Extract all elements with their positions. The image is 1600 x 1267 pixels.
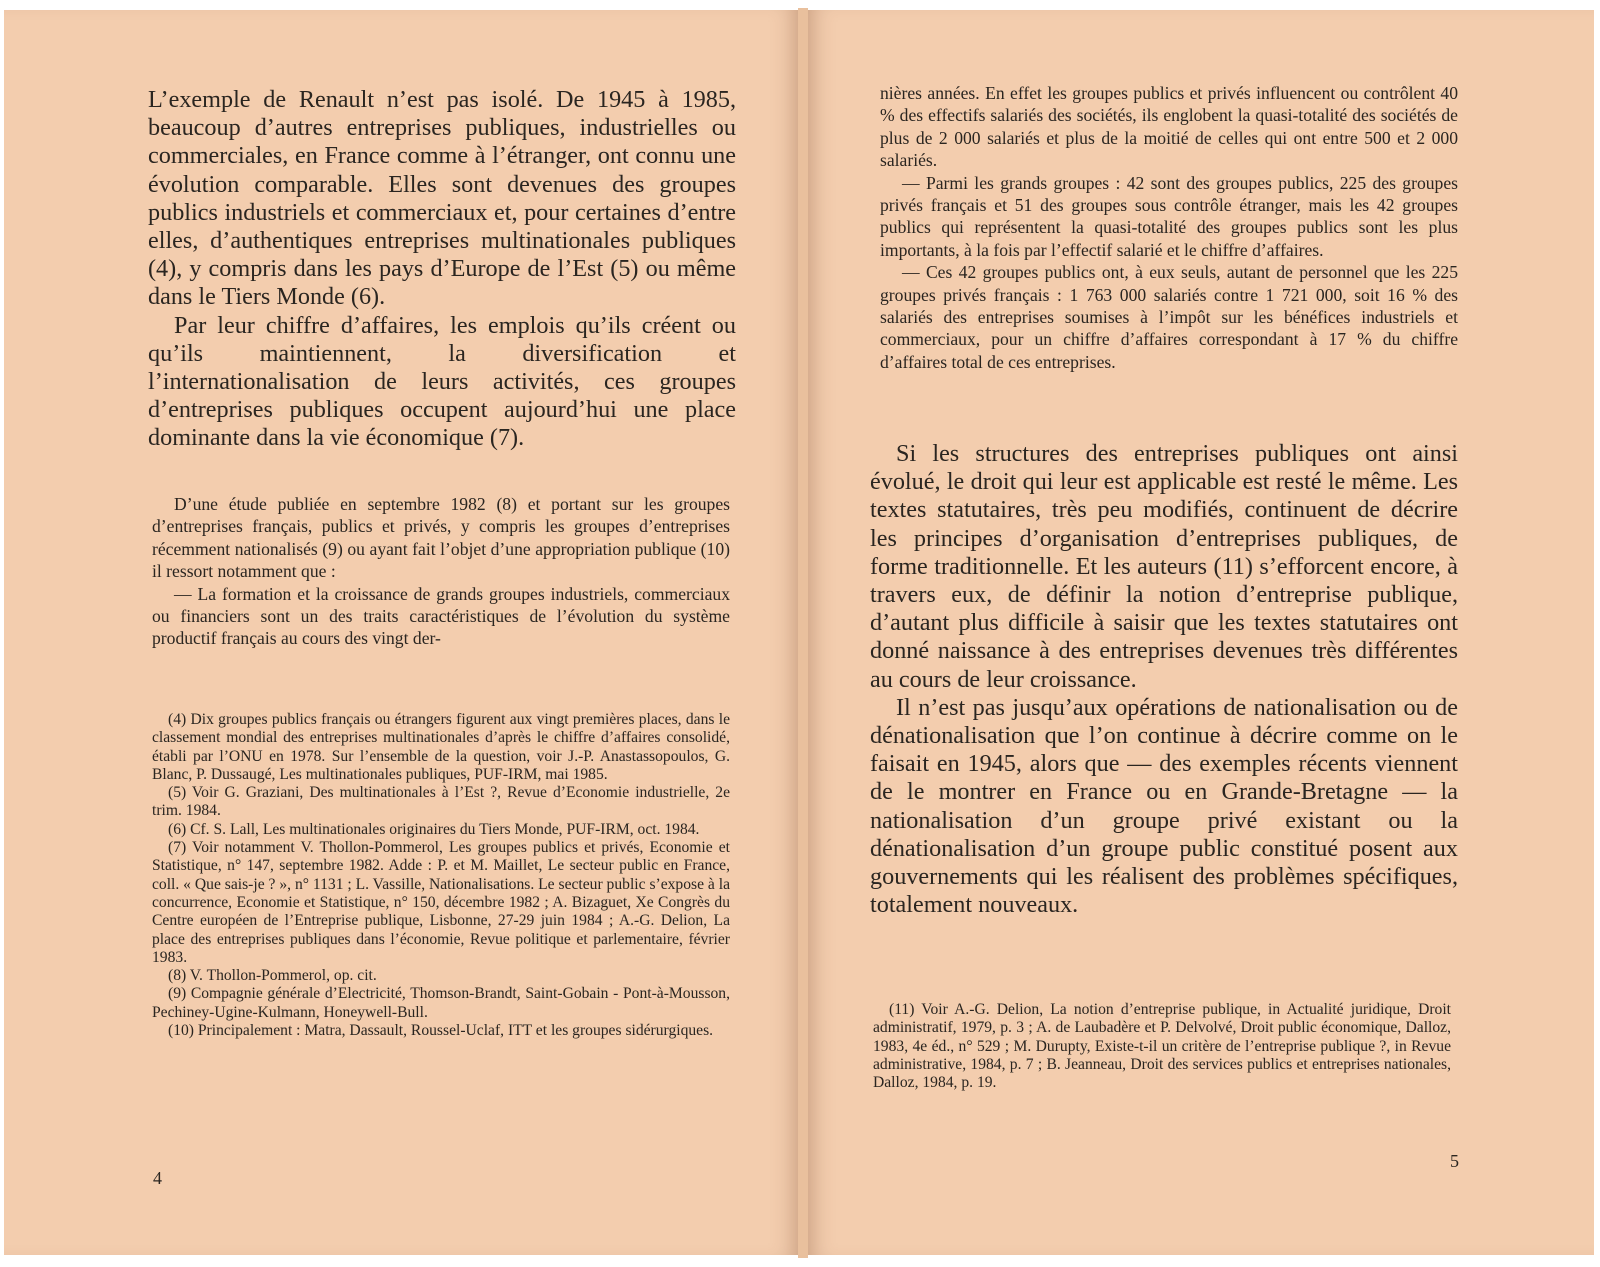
- footnote-4: (4) Dix groupes publics français ou étrangers figurent aux vingt premières places, dans le classement mondial des entreprises multinationales d’après le chiffre d’affaires consolidé, établi par l’ONU en 1978. Sur l’ensemble de la question, voir J.-P. Anastassopoulos, G. Blanc, P. Dussaugé, Les multinationales publiques, PUF-IRM, mai 1985.: [152, 711, 730, 783]
- right-page: [808, 10, 1594, 1255]
- right-study-text: [880, 82, 1458, 373]
- right-study-paragraph-1: nières années. En effet les groupes publics et privés influencent ou contrôlent 40 % des effectifs salariés des sociétés, ils englobent la quasi-totalité des sociétés de plus de 2 000 salariés et plus de la moitié de celles qui ont entre 500 et 2 000 salariés.: [880, 83, 1458, 171]
- right-main-paragraph-2: Il n’est pas jusqu’aux opérations de nationalisation ou de dénationalisation que l’on continue à décrire comme on le faisait en 1945, alors que — des exemples récents viennent de le montrer en France ou en Grande-Bretagne — la nationalisation d’un groupe privé existant ou la dénationalisation d’un groupe public constitué posent aux gouvernements qui les réalisent des problèmes spécifiques, totalement nouveaux.: [870, 693, 1458, 919]
- left-page: [4, 10, 798, 1255]
- left-footnotes: [152, 711, 730, 1040]
- right-footnotes: [873, 1001, 1451, 1092]
- footnote-9: (9) Compagnie générale d’Electricité, Thomson-Brandt, Saint-Gobain - Pont-à-Mousson, Pechiney-Ugine-Kulmann, Honeywell-Bull.: [152, 985, 730, 1021]
- footnote-6: (6) Cf. S. Lall, Les multinationales originaires du Tiers Monde, PUF-IRM, oct. 1984.: [168, 820, 700, 838]
- right-main-paragraph-1: Si les structures des entreprises publiques ont ainsi évolué, le droit qui leur est applicable est resté le même. Les textes statutaires, très peu modifiés, continuent de décrire les principes d’organisation d’entreprises publiques, de forme traditionnelle. Et les auteurs (11) s’efforcent encore, à travers eux, de définir la notion d’entreprise publique, d’autant plus difficile à saisir que les textes statutaires ont donné naissance à des entreprises devenues très différentes au cours de leur croissance.: [870, 440, 1458, 693]
- left-main-text: [148, 86, 736, 453]
- footnote-5: (5) Voir G. Graziani, Des multinationales à l’Est ?, Revue d’Economie industrielle, 2e trim. 1984.: [152, 784, 730, 820]
- right-study-paragraph-3: — Ces 42 groupes publics ont, à eux seuls, autant de personnel que les 225 groupes privés français : 1 763 000 salariés contre 1 721 000, soit 16 % des salariés des entreprises soumises à l’impôt sur les bénéfices industriels et commerciaux, pour un chiffre d’affaires correspondant à 17 % du chiffre d’affaires total de ces entreprises.: [880, 262, 1458, 372]
- left-study-paragraph-2: — La formation et la croissance de grands groupes industriels, commerciaux ou financiers sont un des traits caractéristiques de l’évolution du système productif français au cours des vingt der-: [152, 583, 730, 649]
- left-study-text: [152, 493, 730, 650]
- right-page-number: 5: [1450, 1151, 1459, 1171]
- footnote-7: (7) Voir notamment V. Thollon-Pommerol, Les groupes publics et privés, Economie et Statistique, n° 147, septembre 1982. Adde : P. et M. Maillet, Le secteur public en France, coll. « Que sais-je ? », n° 1131 ; L. Vassille, Nationalisations. Le secteur public s’expose à la concurrence, Economie et Statistique, n° 150, décembre 1982 ; A. Bizaguet, Xe Congrès du Centre européen de l’Entreprise publique, Lisbonne, 27-29 juin 1984 ; A.-G. Delion, La place des entreprises publiques dans l’économie, Revue politique et parlementaire, février 1983.: [152, 839, 730, 966]
- book-gutter: [798, 8, 808, 1258]
- footnote-10: (10) Principalement : Matra, Dassault, Roussel-Uclaf, ITT et les groupes sidérurgiques.: [168, 1022, 714, 1040]
- left-main-paragraph-2: Par leur chiffre d’affaires, les emplois qu’ils créent ou qu’ils maintiennent, la diversification et l’internationalisation de leurs activités, ces groupes d’entreprises publiques occupent aujourd’hui une place dominante dans la vie économique (7).: [148, 311, 736, 452]
- footnote-8: (8) V. Thollon-Pommerol, op. cit.: [168, 967, 377, 985]
- footnote-11: (11) Voir A.-G. Delion, La notion d’entreprise publique, in Actualité juridique, Droit administratif, 1979, p. 3 ; A. de Laubadère et P. Delvolvé, Droit public économique, Dalloz, 1983, 4e éd., n° 529 ; M. Durupty, Existe-t-il un critère de l’entreprise publique ?, in Revue administrative, 1984, p. 7 ; B. Jeanneau, Droit des services publics et entreprises nationales, Dalloz, 1984, p. 19.: [873, 1001, 1451, 1092]
- right-main-text: [870, 440, 1458, 919]
- right-study-paragraph-2: — Parmi les grands groupes : 42 sont des groupes publics, 225 des groupes privés français et 51 des groupes sous contrôle étranger, mais les 42 groupes publics qui représentent la quasi-totalité des groupes publics sont les plus importants, à la fois par l’effectif salarié et le chiffre d’affaires.: [880, 172, 1458, 260]
- left-main-paragraph-1: L’exemple de Renault n’est pas isolé. De 1945 à 1985, beaucoup d’autres entreprises publiques, industrielles ou commerciales, en France comme à l’étranger, ont connu une évolution comparable. Elles sont devenues des groupes publics industriels et commerciaux et, pour certaines d’entre elles, d’authentiques entreprises multinationales publiques (4), y compris dans les pays d’Europe de l’Est (5) ou même dans le Tiers Monde (6).: [148, 86, 736, 311]
- left-page-number: 4: [153, 1168, 162, 1188]
- left-study-paragraph-1: D’une étude publiée en septembre 1982 (8) et portant sur les groupes d’entreprises français, publics et privés, y compris les groupes d’entreprises récemment nationalisés (9) ou ayant fait l’objet d’une appropriation publique (10) il ressort notamment que :: [152, 494, 730, 582]
